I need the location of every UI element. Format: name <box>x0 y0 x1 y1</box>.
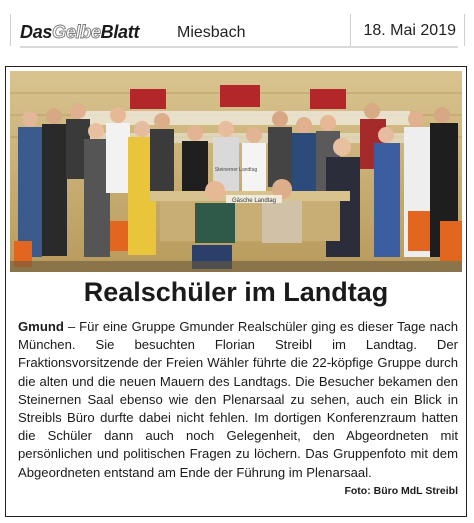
divider-left <box>10 14 11 46</box>
masthead <box>20 16 458 48</box>
divider-date <box>350 14 351 46</box>
logo-part-das: Das <box>20 22 53 42</box>
article-lead: Gmund <box>18 319 64 334</box>
group-photo <box>10 71 462 272</box>
divider-right <box>464 14 465 46</box>
wall-sign-text: Steinerner Landtag <box>214 167 258 173</box>
newspaper-logo <box>20 22 139 43</box>
seat-back <box>310 89 346 109</box>
group-photo-illustration <box>10 71 462 272</box>
seat-back <box>220 85 260 107</box>
logo-part-gelbe: Gelbe <box>52 22 101 42</box>
desk-sign-text: Gäsche Landtag <box>231 198 277 204</box>
seat-back <box>130 89 166 109</box>
article-box <box>5 66 467 517</box>
article-text: – Für eine Gruppe Gmunder Realschüler ging es dieser Tage nach München. Sie besuchten Florian Streibl im Landtag. Der Fraktionsvorsitzende der Freien Wähler führte die 22-köpfige Gruppe durch die alten und die neuen Mauern des Landtags. Die Besucher bekamen den Steinernen Saal ebenso wie den Plenarsaal zu sehen, auch ein Blick in Streibls Büro durfte dabei nicht fehlen. Im dortigen Konferenzraum hatten die Schüler dann auch noch Gelegenheit, den Abgeordneten mit persönlichen und politischen Fragen zu löchern. Das Gruppenfoto mit dem Abgeordneten entstand am Ende der Führung im Plenarsaal. <box>18 319 458 480</box>
article-body <box>18 318 458 500</box>
issue-date: 18. Mai 2019 <box>363 22 456 39</box>
article-headline: Realschüler im Landtag <box>83 277 389 307</box>
edition-place: Miesbach <box>177 24 246 41</box>
photo-credit: Foto: Büro MdL Streibl <box>344 484 458 497</box>
logo-part-blatt: Blatt <box>100 22 140 42</box>
